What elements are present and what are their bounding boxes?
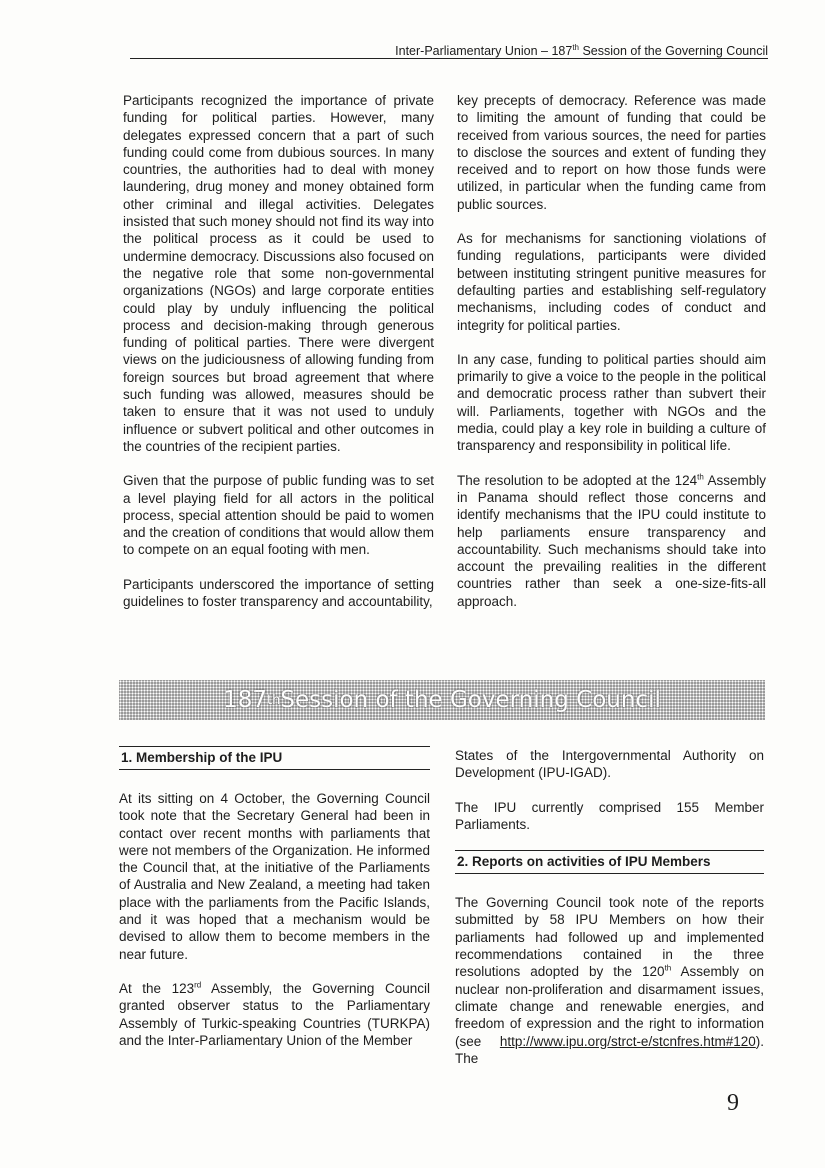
section-heading-membership: 1. Membership of the IPU [119, 746, 430, 770]
paragraph: As for mechanisms for sanctioning violations of funding regulations, participants were divided between instituting stringent punitive measures for defaulting parties and establishing self-regulatory mechanisms, including codes of conduct and integrity for political parties. [457, 231, 766, 333]
page-number: 9 [727, 1090, 739, 1116]
paragraph: States of the Intergovernmental Authority on Development (IPU-IGAD). [455, 748, 764, 781]
paragraph: Given that the purpose of public funding was to set a level playing field for all actors in the political process, special attention should be paid to women and the creation of conditions that would allow them to compete on an equal footing with men. [123, 473, 434, 558]
bottom-right-column [455, 747, 764, 1084]
paragraph: The Governing Council took note of the reports submitted by 58 IPU Members on how their parliaments had followed up and implemented recommendations contained in the three resolutions adopted by the 120th Assembly on nuclear non-proliferation and disarmament issues, climate change and renewable energies, and freedom of expression and the right to information (see http://www.ipu.org/strct-e/stcnfres.htm#120). The [455, 895, 765, 1066]
paragraph: At the 123rd Assembly, the Governing Council granted observer status to the Parliamentary Assembly of Turkic-speaking Countries (TURKPA) and the Inter-Parliamentary Union of the Member [119, 980, 430, 1048]
paragraph: At its sitting on 4 October, the Governing Council took note that the Secretary General had been in contact over recent months with parliaments that were not members of the Organization. He informed the Council that, at the initiative of the Parliaments of Australia and New Zealand, a meeting had taken place with the parliaments from the Pacific Islands, and it was hoped that a mechanism would be devised to allow them to become members in the near future. [119, 791, 430, 962]
paragraph: Participants underscored the importance of setting guidelines to foster transparency and accountability, [123, 576, 434, 610]
paragraph: The IPU currently comprised 155 Member Parliaments. [455, 799, 764, 832]
section-banner: 187 th Session of the Governing Council [119, 680, 765, 720]
paragraph: key precepts of democracy. Reference was made to limiting the amount of funding that could be received from various sources, the need for parties to disclose the sources and extent of funding they received and to report on how those funds were utilized, in particular when the funding came from public sources. [457, 93, 766, 212]
bottom-left-column [119, 746, 430, 1066]
paragraph: The resolution to be adopted at the 124th Assembly in Panama should reflect those concerns and identify mechanisms that the IPU could institute to help parliaments ensure transparency and accountability. Such mechanisms should take into account the prevailing realities in the different countries rather than seek a one-size-fits-all approach. [457, 472, 766, 609]
section-heading-reports: 2. Reports on activities of IPU Members [455, 850, 764, 874]
top-left-column [123, 92, 434, 627]
paragraph: Participants recognized the importance of private funding for political parties. However, many delegates expressed concern that a part of such funding could come from dubious sources. In many countries, the authorities had to deal with money laundering, drug money and money obtained form other criminal and illegal activities. Delegates insisted that such money should not find its way into the political process as it could be used to undermine democracy. Discussions also focused on the negative role that some non-governmental organizations (NGOs) and large corporate entities could play by unduly influencing the political process and decision-making through generous funding of political parties. There were divergent views on the judiciousness of allowing funding from foreign sources but broad agreement that where such funding was allowed, measures should be taken to ensure that it was not used to unduly influence or subvert political and other outcomes in the countries of the recipient parties. [123, 93, 434, 454]
top-right-column [457, 92, 766, 627]
running-header: Inter-Parliamentary Union – 187th Session of the Governing Council [130, 40, 768, 59]
paragraph: In any case, funding to political parties should aim primarily to give a voice to the people in the political and democratic process rather than subvert their will. Parliaments, together with NGOs and the media, could play a key role in building a culture of transparency and responsibility in political life. [457, 351, 766, 454]
resolutions-link[interactable]: http://www.ipu.org/strct-e/stcnfres.htm#120 [499, 1033, 756, 1049]
